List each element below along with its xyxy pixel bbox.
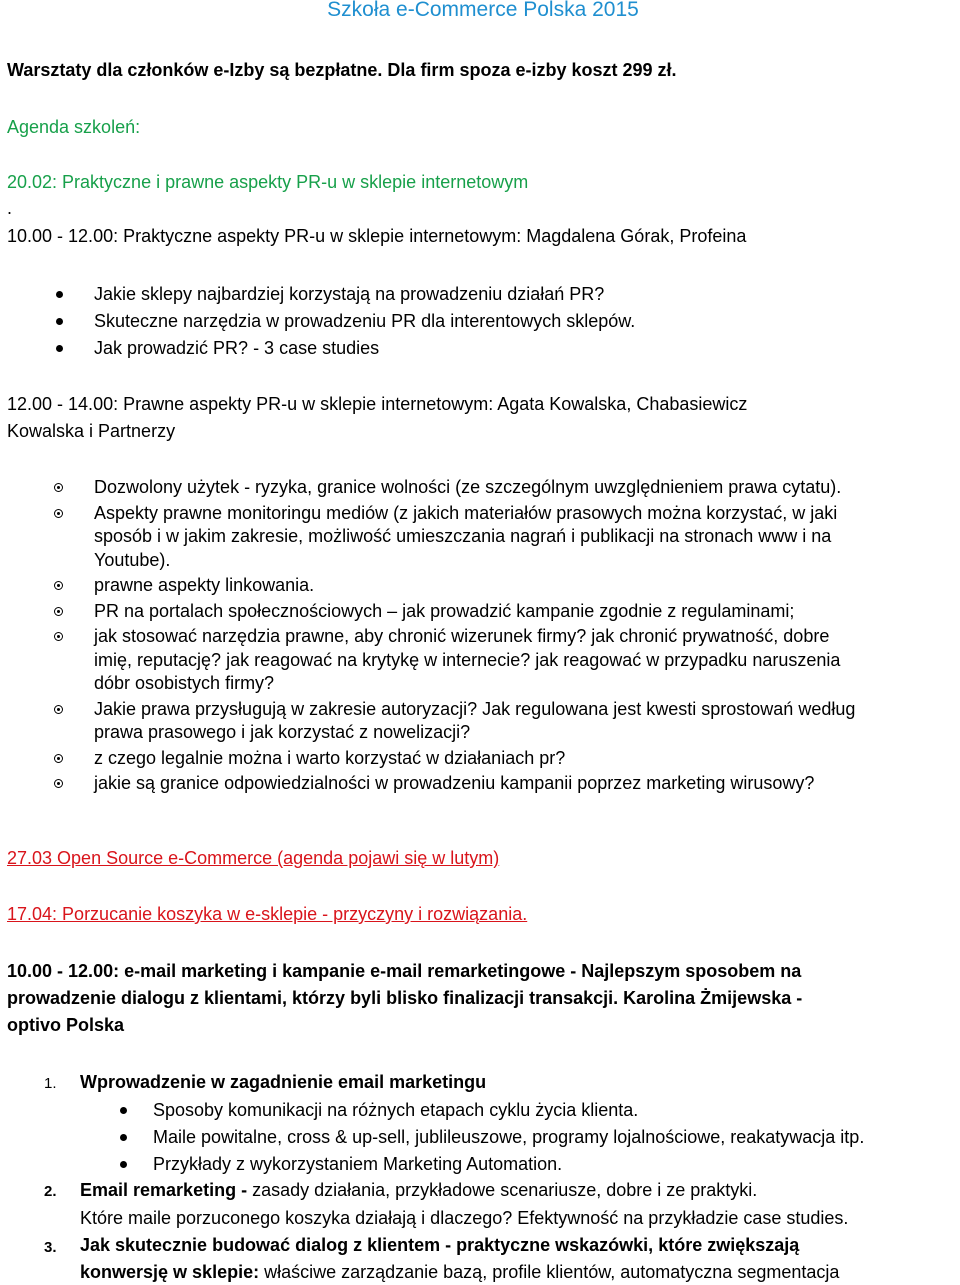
item-number: 2. [44,1183,57,1200]
bullet-icon [54,754,63,763]
session1-bullets [0,282,635,361]
bullet-icon [56,291,63,298]
list-item: Aspekty prawne monitoringu mediów (z jakich materiałów prasowych można korzystać, w jaki sposób i w jakim zakresie, możliwość umieszczania nagrań i publikacji na stronach www i na Youtube). [0,502,855,573]
bullet-icon [56,318,63,325]
bullet-icon [54,509,63,518]
bullet-icon [120,1161,127,1168]
bullet-icon [120,1107,127,1114]
day3-session-line2: prowadzenie dialogu z klientami, którzy byli blisko finalizacji transakcji. Karolina Żmijewska - [7,988,803,1008]
bullet-icon [54,779,63,788]
list-item: Jakie prawa przysługują w zakresie autoryzacji? Jak regulowana jest kwesti sprostowań według prawa prasowego i jak korzystać z nowelizacji? [0,698,855,745]
page-title: Szkoła e-Commerce Polska 2015 [327,0,639,21]
list-item: prawne aspekty linkowania. [0,574,855,598]
item-number: 1. [44,1075,57,1092]
item-line: Które maile porzuconego koszyka działają i dlaczego? Efektywność na przykładzie case studies. [80,1208,849,1228]
list-item: jak stosować narzędzia prawne, aby chronić wizerunek firmy? jak chronić prywatność, dobre imię, reputację? jak reagować na krytykę w internecie? jak reagować w przypadku naruszenia dóbr osobistych firmy? [0,625,855,696]
item-number: 3. [44,1239,57,1256]
item-line: konwersję w sklepie: właściwe zarządzanie bazą, profile klientów, automatyczna segmentacja [80,1262,840,1282]
list-item: jakie są granice odpowiedzialności w prowadzeniu kampanii poprzez marketing wirusowy? [0,772,855,796]
day3-session-line3: optivo Polska [7,1015,125,1035]
session2-title-line2: Kowalska i Partnerzy [7,421,176,441]
bullet-icon [120,1134,127,1141]
day1-dot: . [7,198,13,218]
bullet-icon [54,581,63,590]
list-item: Przykłady z wykorzystaniem Marketing Automation. [0,1151,864,1178]
day3-heading: 17.04: Porzucanie koszyka w e-sklepie - przyczyny i rozwiązania. [7,904,528,924]
bullet-icon [54,483,63,492]
day2-heading: 27.03 Open Source e-Commerce (agenda pojawi się w lutym) [7,848,500,868]
list-item: Jak prowadzić PR? - 3 case studies [0,336,635,361]
day1-heading: 20.02: Praktyczne i prawne aspekty PR-u w sklepie internetowym [7,172,529,192]
agenda-label: Agenda szkoleń: [7,117,141,137]
day3-session-line1: 10.00 - 12.00: e-mail marketing i kampanie e-mail remarketingowe - Najlepszym sposobem na [7,961,802,981]
bullet-icon [54,705,63,714]
list-item: z czego legalnie można i warto korzystać w działaniach pr? [0,747,855,771]
item-line: Email remarketing - zasady działania, przykładowe scenariusze, dobre i ze praktyki. [80,1180,758,1200]
list-item: Jakie sklepy najbardziej korzystają na prowadzeniu działań PR? [0,282,635,307]
item1-sub-bullets [0,1097,864,1178]
item-title: Jak skutecznie budować dialog z klientem - praktyczne wskazówki, które zwiększają [80,1235,800,1255]
list-item: Sposoby komunikacji na różnych etapach cyklu życia klienta. [0,1097,864,1124]
session2-title-line1: 12.00 - 14.00: Prawne aspekty PR-u w sklepie internetowym: Agata Kowalska, Chabasiewicz [7,394,748,414]
intro-text: Warsztaty dla członków e-Izby są bezpłatne. Dla firm spoza e-izby koszt 299 zł. [7,60,677,80]
session2-bullets [0,476,855,796]
list-item: Maile powitalne, cross & up-sell, jublileuszowe, programy lojalnościowe, reakatywacja itp. [0,1124,864,1151]
item-title: Wprowadzenie w zagadnienie email marketingu [80,1072,487,1092]
list-item: PR na portalach społecznościowych – jak prowadzić kampanie zgodnie z regulaminami; [0,600,855,624]
list-item: Dozwolony użytek - ryzyka, granice wolności (ze szczególnym uwzględnieniem prawa cytatu). [0,476,855,500]
session1-title: 10.00 - 12.00: Praktyczne aspekty PR-u w sklepie internetowym: Magdalena Górak, Profeina [7,226,747,246]
bullet-icon [56,345,63,352]
list-item: Skuteczne narzędzia w prowadzeniu PR dla interentowych sklepów. [0,309,635,334]
bullet-icon [54,632,63,641]
bullet-icon [54,607,63,616]
